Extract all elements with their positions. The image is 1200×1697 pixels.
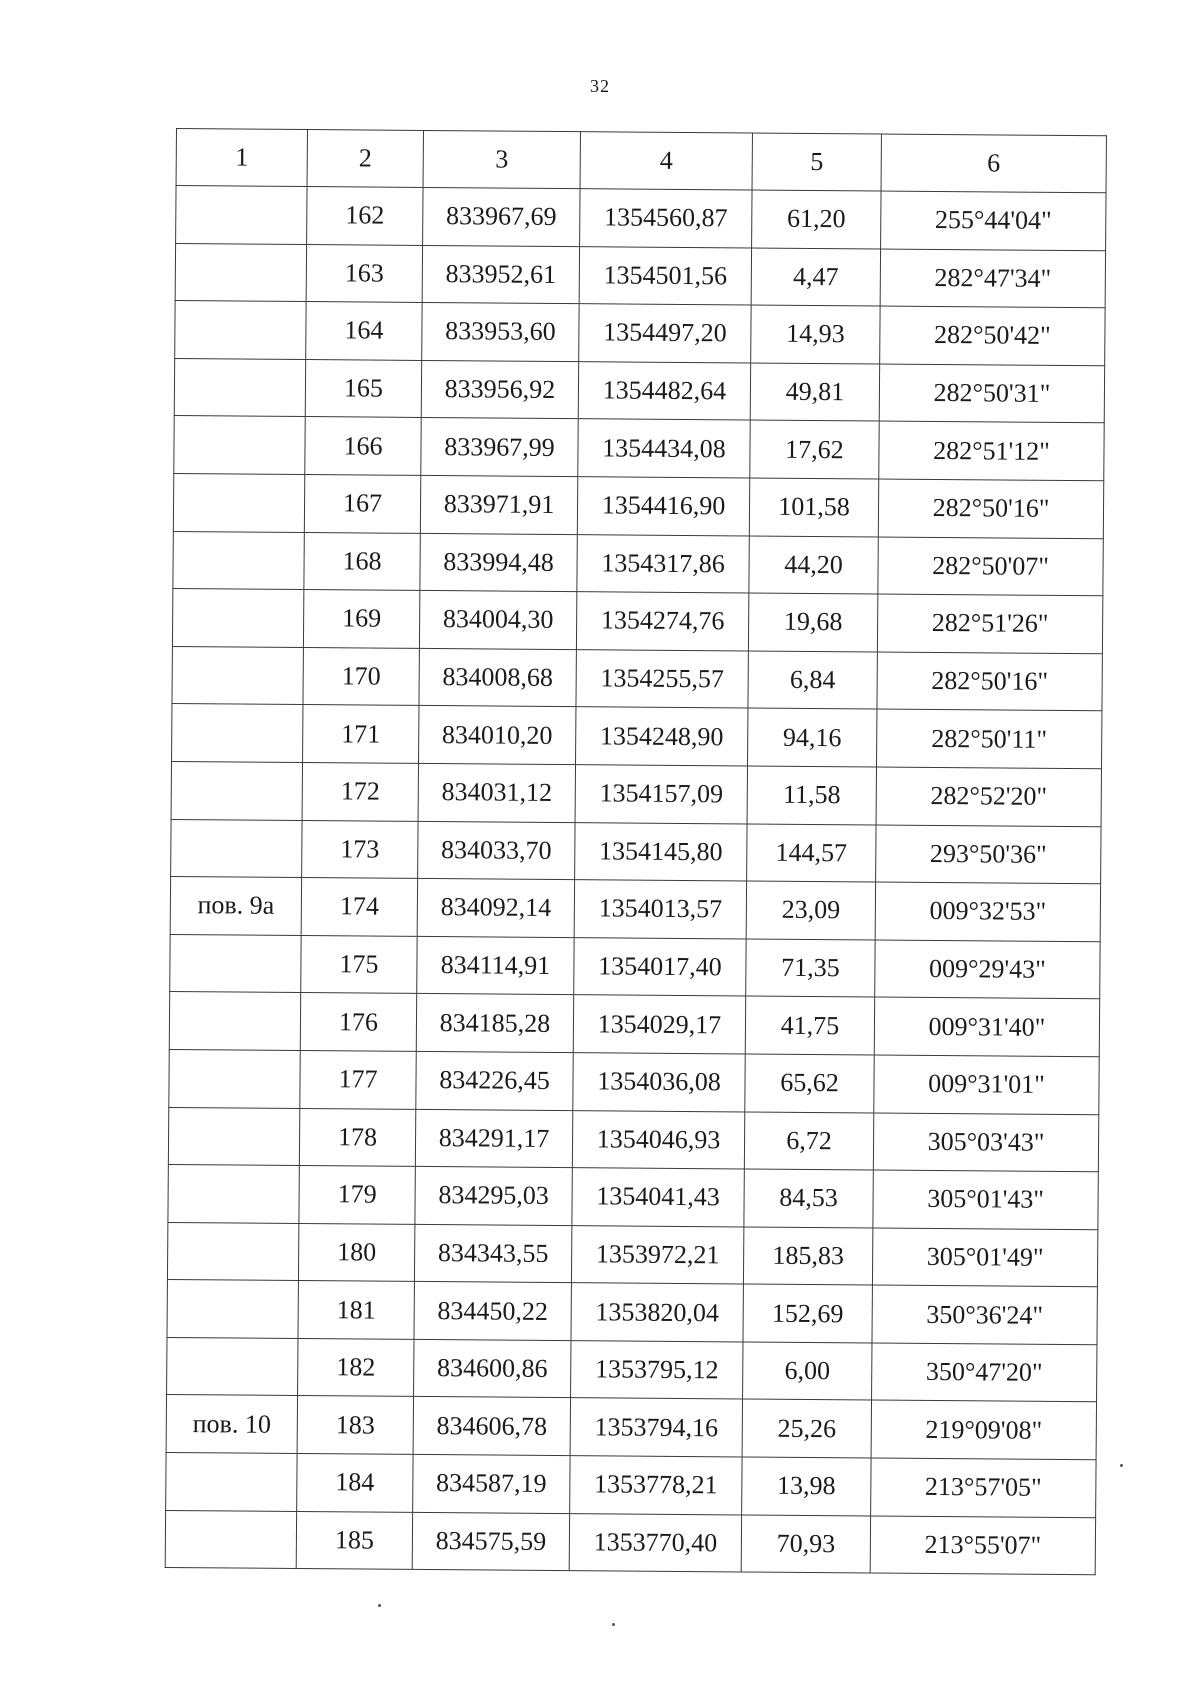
point-number-cell: 178 xyxy=(299,1108,415,1167)
point-number-cell: 174 xyxy=(301,878,417,937)
point-number-cell: 181 xyxy=(298,1281,414,1340)
point-number-cell: 167 xyxy=(304,474,420,533)
x-coordinate-cell: 834606,78 xyxy=(413,1397,570,1456)
row-label-cell xyxy=(175,243,306,302)
length-cell: 84,53 xyxy=(744,1169,873,1228)
y-coordinate-cell: 1353820,04 xyxy=(571,1283,743,1342)
y-coordinate-cell: 1354560,87 xyxy=(580,189,752,248)
point-number-cell: 171 xyxy=(303,705,419,764)
row-label-cell xyxy=(170,934,301,993)
length-cell: 6,84 xyxy=(748,651,877,710)
point-number-cell: 183 xyxy=(297,1396,413,1455)
row-label-cell xyxy=(169,992,300,1051)
angle-cell: 305°01'49" xyxy=(872,1228,1097,1287)
x-coordinate-cell: 833956,92 xyxy=(421,360,578,419)
row-label-cell xyxy=(167,1280,298,1339)
x-coordinate-cell: 834033,70 xyxy=(418,821,575,880)
point-number-cell: 172 xyxy=(302,762,418,821)
x-coordinate-cell: 833953,60 xyxy=(422,303,579,362)
y-coordinate-cell: 1353795,12 xyxy=(571,1341,743,1400)
column-header-4: 4 xyxy=(580,132,752,190)
angle-cell: 350°36'24" xyxy=(872,1285,1097,1344)
x-coordinate-cell: 834450,22 xyxy=(414,1282,571,1341)
table-row xyxy=(176,186,1106,251)
angle-cell: 305°01'43" xyxy=(873,1170,1098,1229)
x-coordinate-cell: 834295,03 xyxy=(415,1167,572,1226)
table-row xyxy=(172,646,1102,711)
point-number-cell: 168 xyxy=(304,532,420,591)
row-label-cell xyxy=(172,704,303,763)
point-number-cell: 165 xyxy=(305,359,421,418)
table-row xyxy=(165,1510,1095,1575)
y-coordinate-cell: 1354248,90 xyxy=(576,707,748,766)
point-number-cell: 175 xyxy=(301,935,417,994)
y-coordinate-cell: 1353770,40 xyxy=(569,1513,741,1572)
length-cell: 6,00 xyxy=(743,1342,872,1401)
table-row xyxy=(172,589,1102,654)
row-label-cell xyxy=(172,589,303,648)
length-cell: 4,47 xyxy=(751,248,880,307)
length-cell: 152,69 xyxy=(743,1284,872,1343)
x-coordinate-cell: 833967,69 xyxy=(423,187,580,246)
angle-cell: 282°50'42" xyxy=(880,306,1105,365)
x-coordinate-cell: 834575,59 xyxy=(412,1512,569,1571)
angle-cell: 282°50'31" xyxy=(879,364,1104,423)
row-label-cell xyxy=(168,1107,299,1166)
point-number-cell: 177 xyxy=(300,1050,416,1109)
table-row xyxy=(172,704,1102,769)
angle-cell: 009°31'01" xyxy=(874,1055,1099,1114)
column-header-6: 6 xyxy=(881,134,1106,193)
x-coordinate-cell: 834031,12 xyxy=(418,763,575,822)
y-coordinate-cell: 1354041,43 xyxy=(572,1168,744,1227)
page-number: 32 xyxy=(590,76,610,96)
y-coordinate-cell: 1354434,08 xyxy=(578,419,750,478)
length-cell: 185,83 xyxy=(743,1227,872,1286)
length-cell: 44,20 xyxy=(749,536,878,595)
table-row xyxy=(168,1165,1098,1230)
x-coordinate-cell: 833971,91 xyxy=(420,475,577,534)
point-number-cell: 169 xyxy=(303,590,419,649)
row-label-cell: пов. 9а xyxy=(170,877,301,936)
y-coordinate-cell: 1354013,57 xyxy=(574,880,746,939)
row-label-cell xyxy=(166,1453,297,1512)
row-label-cell xyxy=(171,819,302,878)
angle-cell: 282°51'12" xyxy=(879,421,1104,480)
table-row xyxy=(171,819,1101,884)
table-row xyxy=(174,358,1104,423)
x-coordinate-cell: 834343,55 xyxy=(414,1224,571,1283)
table-row xyxy=(173,531,1103,596)
row-label-cell xyxy=(169,1049,300,1108)
length-cell: 71,35 xyxy=(746,939,875,998)
table-row xyxy=(166,1395,1096,1460)
scan-speck xyxy=(1120,1464,1123,1467)
x-coordinate-cell: 834004,30 xyxy=(419,591,576,650)
table-header xyxy=(176,129,1106,193)
table-row xyxy=(169,992,1099,1057)
y-coordinate-cell: 1353794,16 xyxy=(570,1398,742,1457)
x-coordinate-cell: 834291,17 xyxy=(415,1109,572,1168)
point-number-cell: 166 xyxy=(305,417,421,476)
x-coordinate-cell: 834600,86 xyxy=(414,1339,571,1398)
angle-cell: 009°31'40" xyxy=(874,997,1099,1056)
angle-cell: 305°03'43" xyxy=(873,1113,1098,1172)
length-cell: 23,09 xyxy=(746,881,875,940)
y-coordinate-cell: 1354029,17 xyxy=(573,995,745,1054)
column-header-5: 5 xyxy=(752,133,881,191)
table-body xyxy=(165,186,1106,1576)
table-row xyxy=(174,416,1104,481)
point-number-cell: 176 xyxy=(300,993,416,1052)
table-row xyxy=(167,1280,1097,1345)
y-coordinate-cell: 1354255,57 xyxy=(576,649,748,708)
angle-cell: 350°47'20" xyxy=(872,1343,1097,1402)
length-cell: 11,58 xyxy=(747,766,876,825)
table-row xyxy=(167,1337,1097,1402)
length-cell: 49,81 xyxy=(750,363,879,422)
table-row xyxy=(175,301,1105,366)
point-number-cell: 180 xyxy=(298,1223,414,1282)
length-cell: 61,20 xyxy=(752,190,881,249)
angle-cell: 282°51'26" xyxy=(877,594,1102,653)
point-number-cell: 184 xyxy=(297,1454,413,1513)
length-cell: 94,16 xyxy=(748,708,877,767)
angle-cell: 009°29'43" xyxy=(875,940,1100,999)
y-coordinate-cell: 1354017,40 xyxy=(574,937,746,996)
table-row xyxy=(173,473,1103,538)
x-coordinate-cell: 834226,45 xyxy=(416,1051,573,1110)
x-coordinate-cell: 834008,68 xyxy=(419,648,576,707)
row-label-cell xyxy=(167,1222,298,1281)
angle-cell: 282°47'34" xyxy=(880,249,1105,308)
x-coordinate-cell: 834092,14 xyxy=(417,879,574,938)
row-label-cell xyxy=(174,358,305,417)
row-label-cell xyxy=(172,646,303,705)
point-number-cell: 163 xyxy=(306,244,422,303)
header-row xyxy=(176,129,1106,193)
length-cell: 41,75 xyxy=(745,996,874,1055)
angle-cell: 282°50'07" xyxy=(878,537,1103,596)
scan-speck xyxy=(378,1604,381,1607)
table-row xyxy=(171,761,1101,826)
x-coordinate-cell: 834185,28 xyxy=(416,994,573,1053)
y-coordinate-cell: 1354317,86 xyxy=(577,534,749,593)
column-header-3: 3 xyxy=(423,130,580,188)
length-cell: 25,26 xyxy=(742,1399,871,1458)
table-row xyxy=(175,243,1105,308)
y-coordinate-cell: 1354501,56 xyxy=(579,246,751,305)
angle-cell: 282°50'11" xyxy=(877,709,1102,768)
scan-speck xyxy=(612,1623,615,1626)
y-coordinate-cell: 1354482,64 xyxy=(578,361,750,420)
angle-cell: 282°50'16" xyxy=(877,652,1102,711)
length-cell: 101,58 xyxy=(749,478,878,537)
length-cell: 17,62 xyxy=(750,420,879,479)
point-number-cell: 164 xyxy=(306,302,422,361)
y-coordinate-cell: 1354416,90 xyxy=(577,477,749,536)
length-cell: 70,93 xyxy=(741,1515,870,1574)
angle-cell: 282°52'20" xyxy=(876,767,1101,826)
x-coordinate-cell: 833967,99 xyxy=(421,418,578,477)
row-label-cell xyxy=(168,1165,299,1224)
table-row xyxy=(169,1049,1099,1114)
y-coordinate-cell: 1354145,80 xyxy=(575,822,747,881)
point-number-cell: 179 xyxy=(299,1166,415,1225)
y-coordinate-cell: 1353972,21 xyxy=(571,1225,743,1284)
angle-cell: 213°55'07" xyxy=(870,1516,1095,1575)
row-label-cell xyxy=(165,1510,296,1569)
column-header-2: 2 xyxy=(307,130,423,188)
table-row xyxy=(168,1107,1098,1172)
table-row xyxy=(167,1222,1097,1287)
angle-cell: 293°50'36" xyxy=(876,825,1101,884)
angle-cell: 282°50'16" xyxy=(878,479,1103,538)
point-number-cell: 173 xyxy=(302,820,418,879)
x-coordinate-cell: 834010,20 xyxy=(419,706,576,765)
y-coordinate-cell: 1354157,09 xyxy=(575,765,747,824)
angle-cell: 009°32'53" xyxy=(875,882,1100,941)
row-label-cell xyxy=(173,473,304,532)
coordinates-table xyxy=(165,128,1107,1576)
length-cell: 6,72 xyxy=(744,1111,873,1170)
row-label-cell xyxy=(176,186,307,245)
length-cell: 65,62 xyxy=(745,1054,874,1113)
y-coordinate-cell: 1354036,08 xyxy=(573,1053,745,1112)
row-label-cell xyxy=(167,1337,298,1396)
y-coordinate-cell: 1354274,76 xyxy=(576,592,748,651)
table-row xyxy=(170,877,1100,942)
angle-cell: 213°57'05" xyxy=(871,1458,1096,1517)
length-cell: 14,93 xyxy=(751,305,880,364)
x-coordinate-cell: 833952,61 xyxy=(422,245,579,304)
point-number-cell: 182 xyxy=(298,1338,414,1397)
column-header-1: 1 xyxy=(176,129,307,187)
table-row xyxy=(166,1453,1096,1518)
angle-cell: 219°09'08" xyxy=(871,1400,1096,1459)
x-coordinate-cell: 833994,48 xyxy=(420,533,577,592)
point-number-cell: 170 xyxy=(303,647,419,706)
y-coordinate-cell: 1354497,20 xyxy=(579,304,751,363)
x-coordinate-cell: 834587,19 xyxy=(413,1454,570,1513)
row-label-cell xyxy=(171,761,302,820)
table-row xyxy=(170,934,1100,999)
length-cell: 13,98 xyxy=(742,1457,871,1516)
row-label-cell xyxy=(175,301,306,360)
x-coordinate-cell: 834114,91 xyxy=(417,936,574,995)
y-coordinate-cell: 1353778,21 xyxy=(570,1456,742,1515)
y-coordinate-cell: 1354046,93 xyxy=(572,1110,744,1169)
row-label-cell: пов. 10 xyxy=(166,1395,297,1454)
length-cell: 19,68 xyxy=(748,593,877,652)
point-number-cell: 185 xyxy=(296,1511,412,1570)
angle-cell: 255°44'04" xyxy=(881,191,1106,250)
length-cell: 144,57 xyxy=(747,824,876,883)
row-label-cell xyxy=(174,416,305,475)
point-number-cell: 162 xyxy=(307,187,423,246)
row-label-cell xyxy=(173,531,304,590)
